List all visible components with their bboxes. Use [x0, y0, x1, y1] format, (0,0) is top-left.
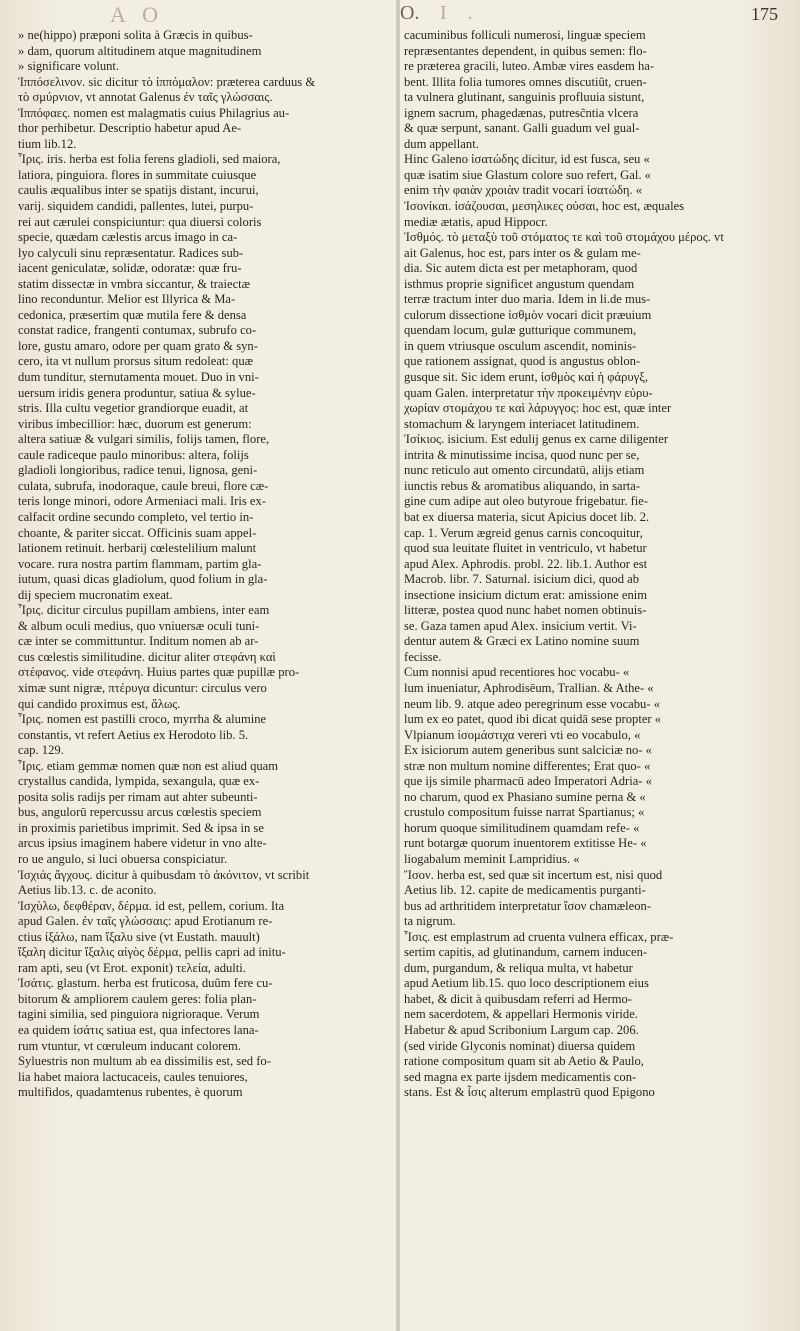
text-line: caule radiceque paulo minoribus: altera, folijs — [18, 447, 249, 462]
text-line: iunctis rebus & aromatibus aliquando, in sarta- — [404, 478, 641, 493]
text-line: dia. Sic autem dicta est per metaphoram, quod — [404, 261, 638, 276]
text-line: Ἰσχιάς ἄγχους. dicitur à quibusdam τὸ ἀκόνιτον, vt scribit — [18, 867, 310, 882]
text-line: ratione compositum quam sit ab Aetio & Paulo, — [404, 1054, 644, 1069]
text-line: cedonica, præsertim quæ mutila fere & densa — [18, 307, 247, 322]
text-line: caulis æqualibus inter se spatijs distant, incurui, — [18, 183, 259, 198]
text-line: Ἶρις. iris. herba est folia ferens gladioli, sed maiora, — [18, 152, 281, 167]
text-line: στέφανος. vide στεφάνη. Huius partes quæ pupillæ pro- — [18, 665, 300, 680]
text-line: arcus ipsius imaginem habere videtur in vno alte- — [18, 836, 267, 851]
left-column — [18, 28, 392, 1321]
running-header — [0, 2, 800, 28]
text-line: rum vtuntur, vt cœruleum inducant colorem. — [18, 1038, 241, 1053]
text-line: neum lib. 9. atque adeo peregrinum esse vocabu- « — [404, 696, 660, 711]
text-line: Ἶρις. nomen est pastilli croco, myrrha & alumine — [18, 712, 267, 727]
column-gutter — [396, 0, 400, 1331]
text-line: litteræ, postea quod nunc habet nomen obtinuis- — [404, 603, 647, 618]
text-line: habet, & dicit à quibusdam referri ad Hermo- — [404, 991, 633, 1006]
text-line: crystallus candida, lympida, sexangula, quæ ex- — [18, 774, 260, 789]
text-line: no charum, quod ex Phasiano sumine perna & « — [404, 789, 646, 804]
text-line: enim τὴν φαιὰν χροιὰν tradit vocari ἰσατώδη. « — [404, 183, 643, 198]
text-line: lore, gustu amaro, odore per quam grato & syn- — [18, 338, 258, 353]
text-line: re præterea gracili, luteo. Ambæ vires easdem ha- — [404, 59, 655, 74]
text-line: dum, purgandum, & reliqua multa, vt habetur — [404, 960, 633, 975]
text-line: Ἰσίκιος. isicium. Est edulij genus ex carne diligenter — [404, 432, 669, 447]
text-line: thor perhibetur. Descriptio habetur apud Ae- — [18, 121, 242, 136]
text-line: Ἱππόσελινον. sic dicitur τὸ ἱππόμαλον: præterea carduus & — [18, 74, 316, 89]
text-line: specie, quædam cælestis arcus imago in ca- — [18, 230, 238, 245]
text-line: sertim capitis, ad glutinandum, carnem inducen- — [404, 945, 648, 960]
text-line: ximæ sunt nigræ, πτέρυγα dicuntur: circulus vero — [18, 680, 267, 695]
text-line: lum inueniatur, Aphrodisēum, Trallian. & Athe- « — [404, 680, 654, 695]
text-line: Aetius lib.13. c. de aconito. — [18, 883, 157, 898]
text-line: Ἶρις. dicitur circulus pupillam ambiens, inter eam — [18, 603, 270, 618]
text-line: stomachum & laryngem interiacet latitudinem. — [404, 416, 640, 431]
text-line: nem sacerdotem, & appellari Hermonis viride. — [404, 1007, 638, 1022]
text-line: in quem vtriusque osculum ascendit, nominis- — [404, 338, 637, 353]
text-line: & album oculi medius, quo vniuersæ oculi tuni- — [18, 618, 260, 633]
right-column — [404, 28, 776, 1321]
text-line: Ἴσον. herba est, sed quæ sit incertum est, nisi quod — [404, 867, 663, 882]
text-line: ctius ἰξάλω, nam ἴξαλυ sive (vt Eustath. mauult) — [18, 929, 260, 944]
text-line: cæ inter se committuntur. Inditum nomen ab ar- — [18, 634, 259, 649]
text-line: que rationem assignat, quod is angustus oblon- — [404, 354, 641, 369]
text-line: gusque sit. Sic idem erunt, ἰσθμὸς καὶ ἡ φάρυγξ, — [404, 370, 648, 385]
text-line: lationem retinuit. herbarij cœlestelilium malunt — [18, 541, 257, 556]
text-line: » significare volunt. — [18, 59, 120, 74]
text-line: constantis, vt refert Aetius ex Herodoto lib. 5. — [18, 727, 249, 742]
text-line: dum appellant. — [404, 136, 479, 151]
text-line: bat ex diuersa materia, sicut Apicius docet lib. 2. — [404, 509, 650, 524]
text-line: posita solis radijs per rimam aut ahter subeunti- — [18, 789, 258, 804]
text-line: Ἶρις. etiam gemmæ nomen quæ non est aliud quam — [18, 758, 279, 773]
text-line: vocare. rura nostra partim flammam, partim gla- — [18, 556, 262, 571]
text-line: Syluestris non multum ab ea dissimilis est, sed fo- — [18, 1054, 271, 1069]
text-line: intrita & minutissime incisa, quod nunc per se, — [404, 447, 640, 462]
text-line: quod sua leuitate fluitet in ventriculo, vt habetur — [404, 541, 647, 556]
text-line: Ἰσάτις. glastum. herba est fruticosa, duûm fere cu- — [18, 976, 273, 991]
text-line: Vlpianum ἰσομάστιχα vereri vti eo vocabulo, « — [404, 727, 641, 742]
text-line: stris. Illa cultu vegetior grandiorque euadit, at — [18, 401, 249, 416]
header-signature: O. — [400, 2, 420, 24]
text-line: Ἰσονίκαι. ἰσάζουσαι, μεσηλικες οὐσαι, hoc est, æquales — [404, 199, 685, 214]
text-line: & quæ serpunt, sanant. Galli guadum vel gual- — [404, 121, 640, 136]
text-line: iutum, quasi dicas gladiolum, quod folium in gla- — [18, 572, 268, 587]
text-line: Cum nonnisi apud recentiores hoc vocabu- « — [404, 665, 630, 680]
text-line: χωρίαν στομάχου τε καὶ λάρυγγος: hoc est, quæ inter — [404, 401, 672, 416]
text-line: mediæ ætatis, apud Hippocr. — [404, 214, 548, 229]
text-line: culorum dissectione ἰσθμὸν vocari dicit præuium — [404, 307, 652, 322]
text-line: apud Alex. Aphrodis. probl. 22. lib.1. Author est — [404, 556, 648, 571]
text-line: culata, subrufa, inodoraque, caule breui, flore cæ- — [18, 478, 269, 493]
text-line: » ne(hippo) præponi solita à Græcis in quibus- — [18, 28, 253, 42]
text-line: viribus imbecillior: hæc, duorum est generum: — [18, 416, 252, 431]
text-line: Ἱππόφαες. nomen est malagmatis cuius Philagrius au- — [18, 105, 290, 120]
text-line: constat radice, frangenti contumax, subrufo co- — [18, 323, 257, 338]
text-line: cap. 1. Verum ægreid genus carnis concoquitur, — [404, 525, 643, 540]
text-line: ignem sacrum, phagedænas, putresc̃ntia vlcera — [404, 105, 639, 120]
text-line: rei aut cærulei conspiciuntur: qua diuersi coloris — [18, 214, 262, 229]
text-line: (sed viride Glyconis nominat) diuersa quidem — [404, 1038, 636, 1053]
text-line: quæ isatim siue Glastum colore suo refert, Gal. « — [404, 167, 651, 182]
text-line: sed magna ex parte ijsdem medicamentis con- — [404, 1069, 637, 1084]
text-line: ram apti, seu (vt Erot. exponit) τελεία, adulti. — [18, 960, 246, 975]
page-number: 175 — [751, 4, 778, 24]
text-line: dum tunditur, sternutamenta mouet. Duo in vni- — [18, 370, 259, 385]
text-line: lum ex eo patet, quod ibi dicat quidā sese propter « — [404, 712, 662, 727]
text-line: bitorum & ampliorem caulem geres: folia plan- — [18, 991, 257, 1006]
text-line: runt botargæ quorum inuentorem extitisse He- « — [404, 836, 647, 851]
text-line: terræ tractum inter duo maria. Idem in li.de mus- — [404, 292, 651, 307]
text-line: ta vulnera glutinant, sanguinis profluuia sistunt, — [404, 90, 645, 105]
text-line: isthmus proprie significet angustum quendam — [404, 276, 635, 291]
text-line: choante, & pariter siccat. Officinis suam appel- — [18, 525, 257, 540]
text-line: bus, angulorū repercussu arcus cœlestis speciem — [18, 805, 262, 820]
text-line: ta nigrum. — [404, 914, 456, 929]
text-line: tagini similia, sed pinguiora nigrioraque. Verum — [18, 1007, 260, 1022]
text-line: crustulo compositum fuisse narrat Spartianus; « — [404, 805, 645, 820]
text-line: tium lib.12. — [18, 136, 77, 151]
text-line: cacuminibus folliculi numerosi, linguæ speciem — [404, 28, 646, 42]
text-line: cap. 129. — [18, 743, 64, 758]
text-line: Macrob. libr. 7. Saturnal. isicium dici, quod ab — [404, 572, 640, 587]
text-line: τὸ σμύρνιον, vt annotat Galenus ἐν ταῖς γλώσσαις. — [18, 90, 273, 105]
text-line: se. Gaza tamen apud Alex. insicium vertit. Vi- — [404, 618, 637, 633]
text-line: Ἰσχὺλω, δεφθέραν, δέρμα. id est, pellem, corium. Ita — [18, 898, 285, 913]
text-line: » dam, quorum altitudinem atque magnitudinem — [18, 43, 262, 58]
text-line: dij speciem mucronatim exeat. — [18, 587, 173, 602]
text-line: qui candido proximus est, ἅλως. — [18, 696, 181, 711]
text-line: quam Galen. interpretatur τὴν προκειμένην εὐρυ- — [404, 385, 653, 400]
text-line: lino reconduntur. Melior est Illyrica & Ma- — [18, 292, 236, 307]
header-faded-text: A O — [110, 2, 165, 27]
text-line: Hinc Galeno ἰσατώδης dicitur, id est fusca, seu « — [404, 152, 650, 167]
text-line: horum quoque similitudinem quamdam refe- « — [404, 820, 640, 835]
text-line: ro ue angulo, si luci obuersa conspiciatur. — [18, 851, 228, 866]
text-line: quendam locum, gulæ gutturique communem, — [404, 323, 637, 338]
text-line: Aetius lib. 12. capite de medicamentis purganti- — [404, 883, 646, 898]
text-line: apud Galen. ἐν ταῖς γλώσσαις: apud Erotianum re- — [18, 914, 273, 929]
text-line: calfacit ordine secundo completo, vel tertio in- — [18, 509, 254, 524]
text-line: lia habet maiora lactucaceis, caules tenuiores, — [18, 1069, 248, 1084]
text-line: gine cum adipe aut oleo butyroue frigebatur. fie- — [404, 494, 649, 509]
text-line: ἴξαλη dicitur ἴξαλις αἰγὸς δέρμα, pellis capri ad initu- — [18, 945, 286, 960]
text-line: Habetur & apud Scribonium Largum cap. 206. — [404, 1023, 639, 1037]
text-line: nunc reticulo aut omento circundatū, alijs etiam — [404, 463, 645, 478]
text-line: gladioli longioribus, radice tenui, lignosa, geni- — [18, 463, 258, 478]
text-line: que ijs simile pharmacū adeo Imperatori Adria- « — [404, 774, 652, 789]
text-line: stans. Est & ἶσις alterum emplastrū quod Epigono — [404, 1085, 655, 1100]
text-line: cero, ita vt nullum prorsus situm redoleat: quæ — [18, 354, 254, 369]
text-line: dentur autem & Græci ex Latino nomine suum — [404, 634, 640, 649]
text-line: repræsentantes dependent, in quibus semen: flo- — [404, 43, 647, 58]
text-line: latiora, pinguiora. flores in summitate cuiusque — [18, 167, 257, 182]
text-line: ait Galenus, hoc est, pars inter os & gulam me- — [404, 245, 641, 260]
header-faded-text-right: I . — [440, 2, 481, 24]
text-line: uersum iridis genera produntur, satiua & sylue- — [18, 385, 256, 400]
text-line: fecisse. — [404, 649, 442, 664]
text-line: stræ non multum nomine differentes; Erat quo- « — [404, 758, 651, 773]
text-line: bent. Illita folia tumores omnes discutiût, cruen- — [404, 74, 647, 89]
text-line: statim dissectæ in vmbra siccantur, & traiectæ — [18, 276, 251, 291]
text-line: Ἰσθμός. τὸ μεταξὺ τοῦ στόματος τε καὶ τοῦ στομάχου μέρος. vt — [404, 230, 724, 245]
text-line: multifidos, quadamtenus rubentes, è quorum — [18, 1085, 243, 1100]
text-line: bus ad arthritidem interpretatur ἴσον chamæleon- — [404, 898, 652, 913]
text-line: Ἶσις. est emplastrum ad cruenta vulnera efficax, præ- — [404, 929, 674, 944]
text-line: insectione insicium dictum erat: amissione enim — [404, 587, 648, 602]
text-line: liogabalum meminit Lampridius. « — [404, 851, 580, 866]
text-line: varij. siquidem candidi, pallentes, lutei, purpu- — [18, 199, 254, 214]
text-line: ea quidem ἰσάτις satiua est, qua infectores lana- — [18, 1023, 259, 1037]
text-line: cus cœlestis similitudine. dicitur aliter στεφάνη καὶ — [18, 649, 276, 664]
text-line: teris longe minori, odore Armeniaci mali. Iris ex- — [18, 494, 266, 509]
text-line: Ex isiciorum autem generibus sunt salciciæ no- « — [404, 743, 652, 758]
text-line: apud Aetium lib.15. quo loco descriptionem eius — [404, 976, 649, 991]
text-line: in proximis parietibus imprimit. Sed & ipsa in se — [18, 820, 264, 835]
text-line: iacent geniculatæ, solidæ, odoratæ: quæ fru- — [18, 261, 242, 276]
text-line: lyo calyculi sinu repræsentatur. Radices sub- — [18, 245, 244, 260]
text-line: altera satiuæ & vulgari similis, folijs tamen, flore, — [18, 432, 270, 447]
